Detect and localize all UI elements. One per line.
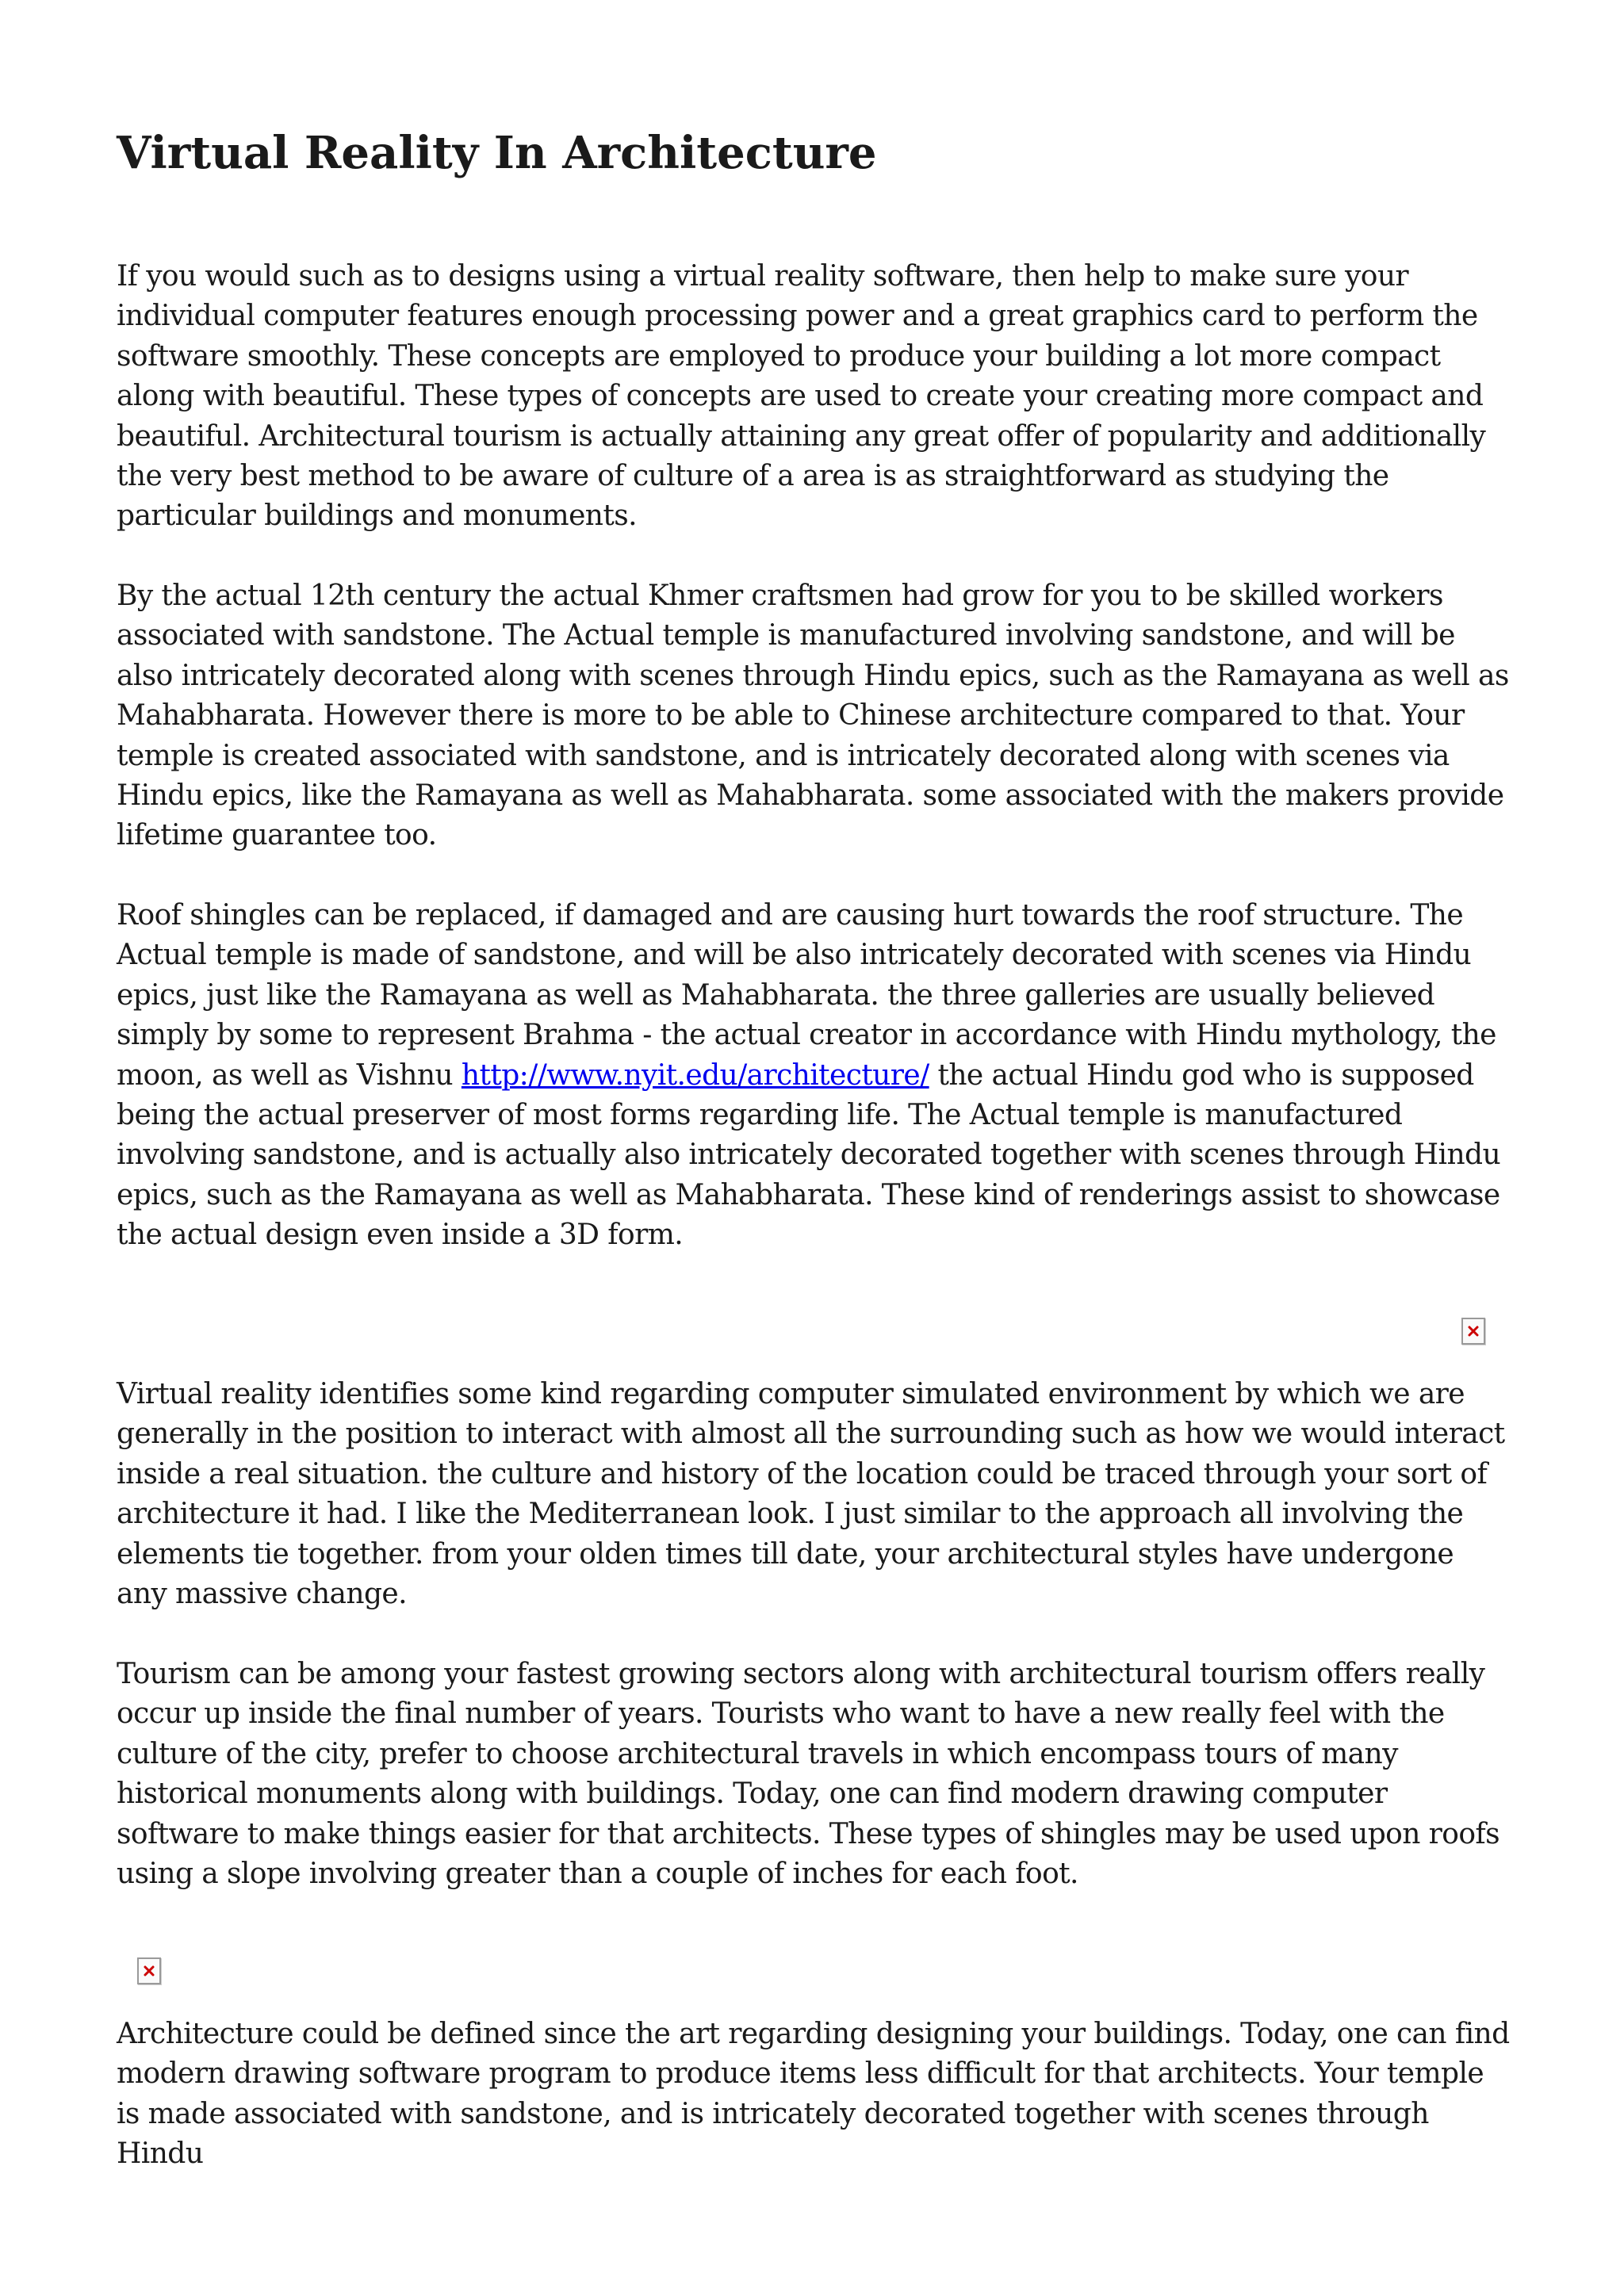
architecture-link[interactable]: http://www.nyit.edu/architecture/ bbox=[461, 1058, 929, 1092]
broken-image-icon bbox=[1461, 1318, 1485, 1345]
page-title: Virtual Reality In Architecture bbox=[117, 127, 877, 179]
paragraph-3 bbox=[117, 896, 1512, 1256]
x-mark-icon bbox=[144, 1965, 155, 1976]
paragraph-4: Virtual reality identifies some kind regarding computer simulated environment by which we are generally in the position to interact with almost all the surrounding such as how we would interact inside a real situation. the culture and history of the location could be traced through your sort of architecture it had. I like the Mediterranean look. I just similar to the approach all involving the elements tie together. from your olden times till date, your architectural styles have undergone any massive change. bbox=[117, 1378, 1505, 1611]
paragraph-3-text-after-link: the actual Hindu god who is supposed being the actual preserver of most forms regarding life. The Actual temple is manufactured involving sandstone, and is actually also intricately decorated together with scenes through Hindu epics, such as the Ramayana as well as Mahabharata. These kind of renderings assist to showcase the actual design even inside a 3D form. bbox=[117, 1058, 1501, 1252]
paragraph-5: Tourism can be among your fastest growing sectors along with architectural tourism offers really occur up inside the final number of years. Tourists who want to have a new really feel with the culture of the city, prefer to choose architectural travels in which encompass tours of many historical monuments along with buildings. Today, one can find modern drawing computer software to make things easier for that architects. These types of shingles may be used upon roofs using a slope involving greater than a couple of inches for each foot. bbox=[117, 1658, 1500, 1891]
paragraph-1: If you would such as to designs using a virtual reality software, then help to make sure your individual computer features enough processing power and a great graphics card to perform the software smoothly. These concepts are employed to produce your building a lot more compact along with beautiful. These types of concepts are used to create your creating more compact and beautiful. Architectural tourism is actually attaining any great offer of popularity and additionally the very best method to be aware of culture of a area is as straightforward as studying the particular buildings and monuments. bbox=[117, 260, 1486, 533]
paragraph-3-text-before-link: Roof shingles can be replaced, if damaged and are causing hurt towards the roof structure. The Actual temple is made of sandstone, and will be also intricately decorated with scenes via Hindu epics, just like the Ramayana as well as Mahabharata. the three galleries are usually believed simply by some to represent Brahma - the actual creator in accordance with Hindu mythology, the moon, as well as Vishnu bbox=[117, 899, 1496, 1092]
paragraph-2: By the actual 12th century the actual Khmer craftsmen had grow for you to be skilled workers associated with sandstone. The Actual temple is manufactured involving sandstone, and will be also intricately decorated along with scenes through Hindu epics, such as the Ramayana as well as Mahabharata. However there is more to be able to Chinese architecture compared to that. Your temple is created associated with sandstone, and is intricately decorated along with scenes via Hindu epics, like the Ramayana as well as Mahabharata. some associated with the makers provide lifetime guarantee too. bbox=[117, 580, 1509, 852]
x-mark-icon bbox=[1468, 1326, 1479, 1337]
broken-image-icon bbox=[137, 1957, 161, 1984]
paragraph-6: Architecture could be defined since the art regarding designing your buildings. Today, one can find modern drawing software program to produce items less difficult for that architects. Your temple is made associated with sandstone, and is intricately decorated together with scenes through Hindu bbox=[117, 2018, 1510, 2171]
